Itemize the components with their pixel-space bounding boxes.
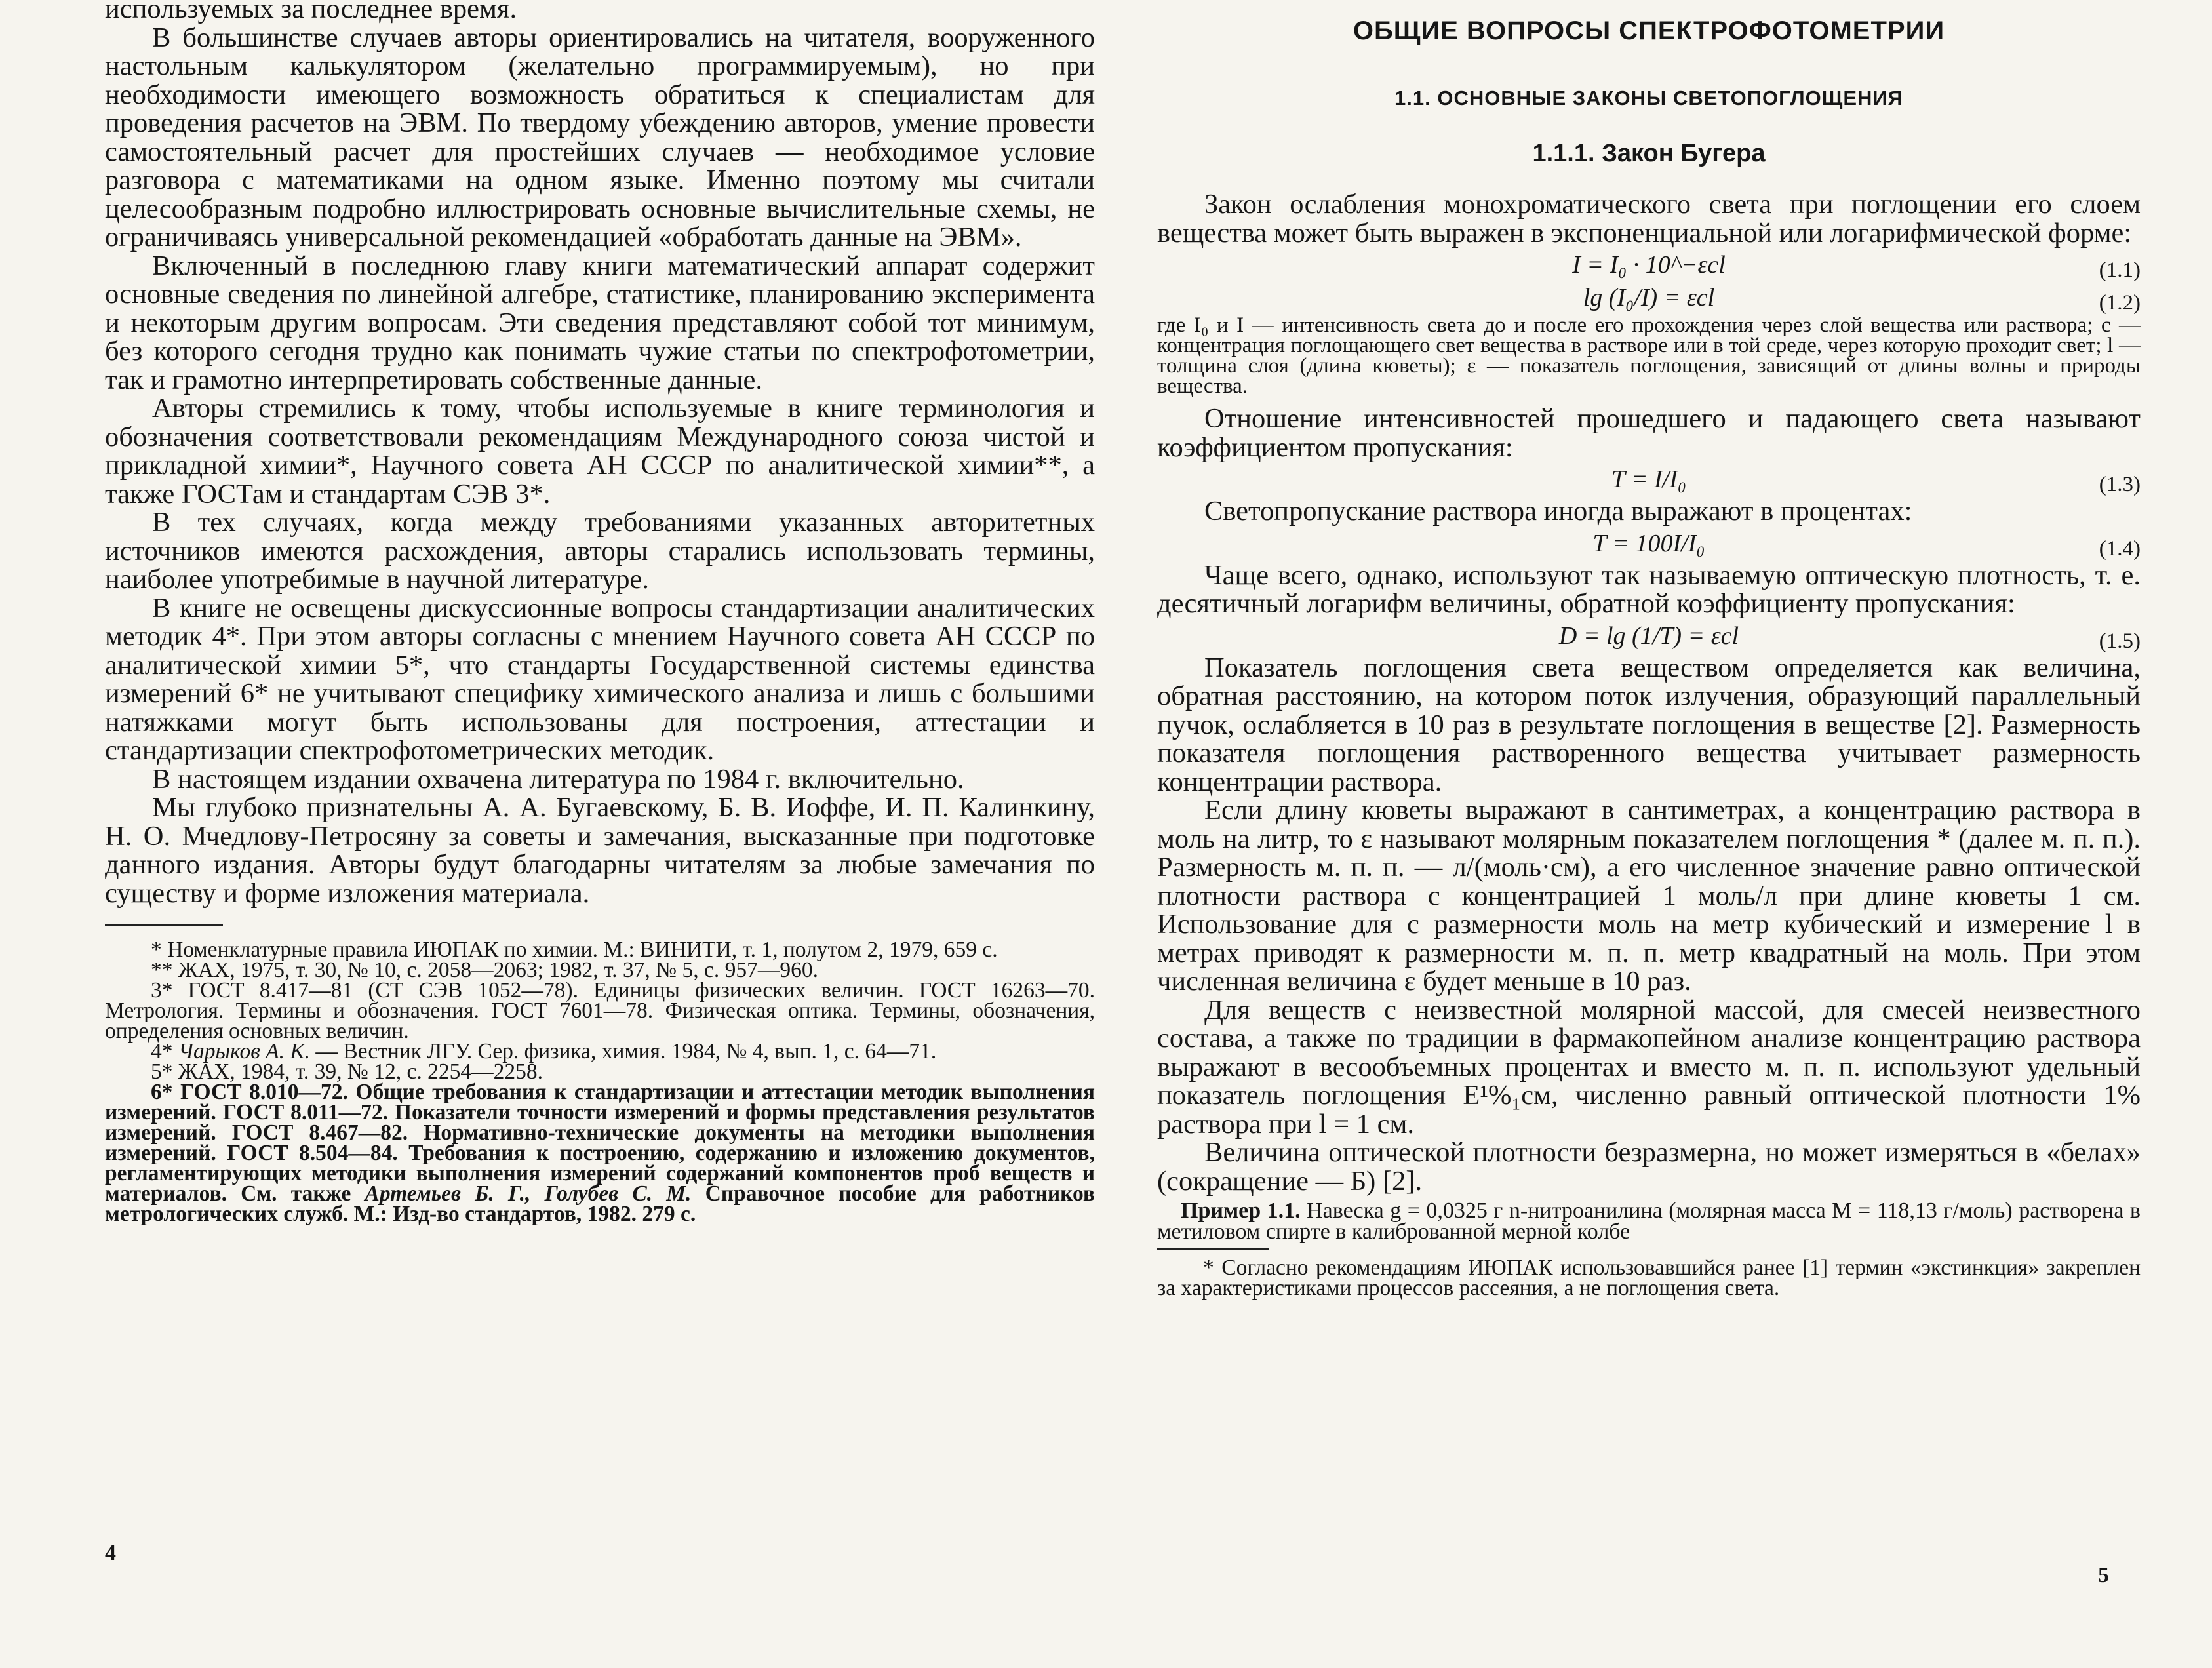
right-paragraph-8: Величина оптической плотности безразмерна, но может измеряться в «белах» (сокращение — Б) [2]. [1157, 1137, 2141, 1197]
footnote-6 [105, 1082, 1095, 1224]
footnote-4 [105, 1041, 1095, 1062]
right-paragraph-7: Для веществ с неизвестной молярной массой, для смесей неизвестного состава, а также по традиции в фармакопейном анализе концентрацию раствора выражают в весообъемных процентах и вместо м. п. п. используют удельный показатель поглощения E¹%₁см, численно равный оптической плотности 1% раствора при l = 1 см. [1157, 994, 2141, 1140]
footnote-2: ** ЖАХ, 1975, т. 30, № 10, с. 2058—2063; 1982, т. 37, № 5, с. 957—960. [151, 958, 818, 982]
footnote-divider [105, 924, 223, 926]
equation-1-5-text: D = lg (1/T) = εcl [1558, 622, 1739, 650]
equation-1-3-text: T = I/I₀ [1611, 466, 1687, 493]
equation-1-1-text: I = I₀ · 10^−εcl [1572, 251, 1726, 279]
left-paragraph-5: В книге не освещены дискуссионные вопросы стандартизации аналитических методик 4*. При этом авторы согласны с мнением Научного совета АН СССР по аналитической химии 5*, что стандарты Государственной системы единства измерений 6* не учитывают специфику химического анализа и лишь с большими натяжками могут быть использованы для построения, аттестации и стандартизации спектрофотометрических методик. [105, 592, 1095, 766]
left-paragraph-6: В настоящем издании охвачена литература по 1984 г. включительно. [152, 763, 964, 795]
section-title: 1.1. ОСНОВНЫЕ ЗАКОНЫ СВЕТОПОГЛОЩЕНИЯ [1394, 87, 1903, 109]
right-paragraph-4: Чаще всего, однако, используют так называемую оптическую плотность, т. е. десятичный логарифм величины, обратной коэффициенту пропускания: [1157, 559, 2141, 619]
equation-1-5-number: (1.5) [2099, 629, 2141, 653]
right-paragraph-1: Закон ослабления монохроматического света при поглощении его слоем вещества может быть выражен в экспоненциальной или логарифмической форме: [1157, 189, 2141, 248]
equation-1-2-number: (1.2) [2099, 291, 2141, 315]
example-text: Навеска g = 0,0325 г n-нитроанилина (молярная масса M = 118,13 г/моль) растворена в метиловом спирте в калиброванной мерной колбе [1157, 1199, 2141, 1244]
footnote-4-rest: — Вестник ЛГУ. Сер. физика, химия. 1984, № 4, вып. 1, с. 64—71. [310, 1039, 937, 1063]
footnote-6-main: 6* ГОСТ 8.010—72. Общие требования к стандартизации и аттестации методик выполнения измерений. ГОСТ 8.011—72. Показатели точности измерений и формы представления результатов измерений. ГОСТ 8.467—82. Нормативно-технические документы на методики выполнения измерений. ГОСТ 8.504—84. Требования к построению, содержанию и изложению документов, регламентирующих методики выполнения измерений содержаний компонентов проб веществ и материалов. См. также [105, 1080, 1095, 1206]
right-footnote: * Согласно рекомендациям ИЮПАК использовавшийся ранее [1] термин «экстинкция» закреплен за характеристиками процессов рассеяния, а не поглощения света. [1157, 1256, 2141, 1300]
right-page [1157, 0, 2141, 1298]
right-paragraph-6: Если длину кюветы выражают в сантиметрах, а концентрацию раствора в моль на литр, то ε называют молярным показателем поглощения * (далее м. п. п.). Размерность м. п. п. — л/(моль·см), а его численное значение равно оптической плотности раствора с концентрацией 1 моль/л при длине кюветы 1 см. Использование для c размерности моль на метр кубический и измерение l в метрах приводят к размерности м. п. п. метр квадратный на моль. При этом численная величина ε будет меньше в 10 раз. [1157, 795, 2141, 997]
left-paragraph-0: используемых за последнее время. [105, 0, 517, 24]
footnote-6-end: Справочное пособие для работников метрологических служб. М.: Изд-во стандартов, 1982. 279 с. [105, 1182, 1095, 1226]
left-paragraph-4: В тех случаях, когда между требованиями указанных авторитетных источников имеются расхождения, авторы старались использовать термины, наиболее употребимые в научной литературе. [105, 507, 1095, 595]
equation-1-4-number: (1.4) [2099, 536, 2141, 561]
left-paragraph-3: Авторы стремились к тому, чтобы используемые в книге терминология и обозначения соответствовали рекомендациям Международного союза чистой и прикладной химии*, Научного совета АН СССР по аналитической химии**, а также ГОСТам и стандартам СЭВ 3*. [105, 393, 1095, 509]
right-paragraph-5: Показатель поглощения света веществом определяется как величина, обратная расстоянию, на котором поток излучения, образующий параллельный пучок, ослабляется в 10 раз в результате поглощения в веществе [2]. Размерность показателя поглощения растворенного вещества учитывает размерность концентрации раствора. [1157, 652, 2141, 797]
example-label: Пример 1.1. [1181, 1199, 1301, 1223]
left-page [105, 0, 1095, 1224]
subsection-title: 1.1.1. Закон Бугера [1532, 140, 1766, 167]
equation-1-2-text: lg (I₀/I) = εcl [1583, 284, 1715, 311]
equation-1-5 [1157, 621, 2141, 651]
equation-1-1 [1157, 250, 2141, 280]
footnote-divider-right [1157, 1248, 1269, 1250]
equation-1-3 [1157, 464, 2141, 494]
left-paragraph-1: В большинстве случаев авторы ориентировались на читателя, вооруженного настольным калькулятором (желательно программируемым), но при необходимости имеющего возможность обратиться к специалистам для проведения расчетов на ЭВМ. По твердому убеждению авторов, умение провести самостоятельный расчет для простейших случаев — необходимое условие разговора с математиками на одном языке. Именно поэтому мы считали целесообразным подробно иллюстрировать основные вычислительные схемы, не ограничиваясь универсальной рекомендацией «обработать данные на ЭВМ». [105, 22, 1095, 252]
equation-1-2 [1157, 283, 2141, 313]
left-paragraph-2: Включенный в последнюю главу книги математический аппарат содержит основные сведения по линейной алгебре, статистике, планированию эксперимента и некоторым другим вопросам. Эти сведения представляют собой тот минимум, без которого сегодня трудно как понимать чужие статьи по спектрофотометрии, так и грамотно интерпретировать собственные данные. [105, 250, 1095, 395]
where-clause: где I₀ и I — интенсивность света до и после его прохождения через слой вещества или раствора; c — концентрация поглощающего свет вещества в растворе или в той среде, через которую проходит свет; l — толщина слоя (длина кюветы); ε — показатель поглощения, зависящий от длины волны и природы вещества. [1157, 313, 2141, 398]
footnote-5: 5* ЖАХ, 1984, т. 39, № 12, с. 2254—2258. [151, 1060, 543, 1084]
chapter-title: ОБЩИЕ ВОПРОСЫ СПЕКТРОФОТОМЕТРИИ [1353, 16, 1945, 45]
footnote-4-mark: 4* [151, 1039, 178, 1063]
equation-1-4 [1157, 528, 2141, 559]
right-paragraph-3: Светопропускание раствора иногда выражают в процентах: [1204, 496, 1912, 526]
equation-1-1-number: (1.1) [2099, 258, 2141, 282]
equation-1-4-text: T = 100I/I₀ [1592, 529, 1705, 557]
page-number-right: 5 [2098, 1563, 2109, 1587]
footnote-6-author: Артемьев Б. Г., Голубев С. М. [365, 1182, 692, 1206]
equation-1-3-number: (1.3) [2099, 473, 2141, 496]
example-1-1 [1157, 1201, 2141, 1242]
right-paragraph-2: Отношение интенсивностей прошедшего и падающего света называют коэффициентом пропускания: [1157, 403, 2141, 463]
footnote-1: * Номенклатурные правила ИЮПАК по химии. М.: ВИНИТИ, т. 1, полутом 2, 1979, 659 с. [151, 938, 998, 962]
footnote-4-author: Чарыков А. К. [178, 1039, 311, 1063]
page-number-left: 4 [105, 1541, 116, 1565]
footnote-3: 3* ГОСТ 8.417—81 (СТ СЭВ 1052—78). Единицы физических величин. ГОСТ 16263—70. Метрология. Термины и обозначения. ГОСТ 7601—78. Физическая оптика. Термины, обозначения, определения основных величин. [105, 978, 1095, 1043]
left-paragraph-7: Мы глубоко признательны А. А. Бугаевскому, Б. В. Иоффе, И. П. Калинкину, Н. О. Мчедлову-Петросяну за советы и замечания, высказанные при подготовке данного издания. Авторы будут благодарны читателям за любые замечания по существу и форме изложения материала. [105, 792, 1095, 909]
